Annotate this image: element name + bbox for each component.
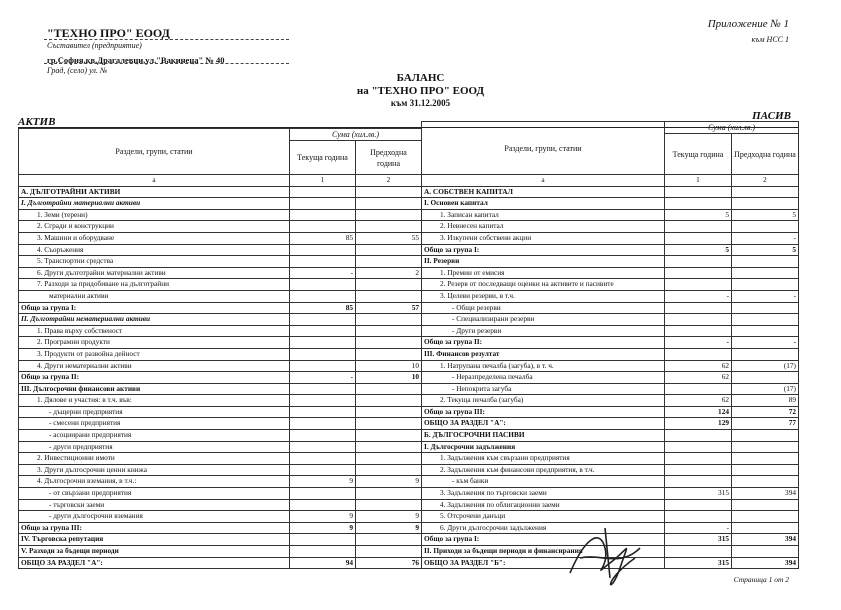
previous-year-value: 5 <box>732 209 799 221</box>
previous-year-value <box>732 511 799 523</box>
company-caption: Съставител (предприятие) <box>47 41 142 50</box>
current-year-value <box>290 395 356 407</box>
table-row <box>422 360 799 372</box>
row-label: - Други резерви <box>422 325 665 337</box>
liabilities-col-current: Текуща година <box>665 134 732 175</box>
previous-year-value <box>356 290 422 302</box>
previous-year-value <box>356 337 422 349</box>
assets-table <box>18 128 422 569</box>
signature-image <box>560 518 650 588</box>
table-row <box>19 290 422 302</box>
page-footer: Страница 1 от 2 <box>733 575 789 584</box>
row-label: Общо за група II: <box>19 372 290 384</box>
liabilities-colnum-a: а <box>422 175 665 187</box>
table-row <box>422 441 799 453</box>
table-row <box>19 360 422 372</box>
previous-year-value: 394 <box>732 557 799 569</box>
current-year-value: 62 <box>665 395 732 407</box>
row-label: - дъщерни предприятия <box>19 406 290 418</box>
current-year-value: - <box>290 267 356 279</box>
row-label: 2. Текуща печалба (загуба) <box>422 395 665 407</box>
current-year-value <box>665 383 732 395</box>
row-label: 3. Машини и оборудване <box>19 232 290 244</box>
row-label: 4. Съоръжения <box>19 244 290 256</box>
row-label: 4. Дългосрочни вземания, в т.ч.: <box>19 476 290 488</box>
table-row <box>422 372 799 384</box>
current-year-value: 9 <box>290 476 356 488</box>
current-year-value <box>290 546 356 558</box>
table-row <box>422 488 799 500</box>
table-row <box>19 511 422 523</box>
current-year-value <box>665 221 732 233</box>
previous-year-value <box>732 256 799 268</box>
table-row <box>19 221 422 233</box>
row-label: 2. Инвестиционни имоти <box>19 453 290 465</box>
row-label: Общо за група I: <box>19 302 290 314</box>
row-label: I. Дългосрочни задължения <box>422 441 665 453</box>
table-row <box>19 279 422 291</box>
current-year-value: - <box>665 522 732 534</box>
previous-year-value <box>356 395 422 407</box>
row-label: - смесени предприятия <box>19 418 290 430</box>
previous-year-value <box>356 464 422 476</box>
liabilities-rows <box>422 186 799 569</box>
previous-year-value <box>732 267 799 279</box>
row-label: III. Финансов резултат <box>422 348 665 360</box>
table-row <box>19 488 422 500</box>
previous-year-value: 72 <box>732 406 799 418</box>
current-year-value <box>665 256 732 268</box>
current-year-value <box>665 302 732 314</box>
table-row <box>19 453 422 465</box>
table-row <box>19 546 422 558</box>
table-row <box>422 244 799 256</box>
current-year-value <box>665 198 732 210</box>
table-row <box>19 209 422 221</box>
assets-colnum-2: 2 <box>356 175 422 187</box>
table-row <box>422 418 799 430</box>
current-year-value: - <box>665 337 732 349</box>
table-row <box>422 406 799 418</box>
table-row <box>19 418 422 430</box>
row-label: ОБЩО ЗА РАЗДЕЛ "Б": <box>422 557 665 569</box>
liabilities-table <box>421 121 799 569</box>
previous-year-value <box>356 430 422 442</box>
row-label: 6. Други дългосрочни задължения <box>422 522 665 534</box>
previous-year-value: (17) <box>732 383 799 395</box>
previous-year-value: 9 <box>356 522 422 534</box>
current-year-value <box>290 499 356 511</box>
previous-year-value: (17) <box>732 360 799 372</box>
row-label: - други предприятия <box>19 441 290 453</box>
current-year-value <box>665 279 732 291</box>
previous-year-value: 5 <box>732 244 799 256</box>
table-row <box>422 198 799 210</box>
address-underline <box>44 63 289 64</box>
company-underline <box>44 39 289 40</box>
row-label: 2. Задължения към финансови предприятия, в т.ч. <box>422 464 665 476</box>
table-row <box>422 395 799 407</box>
row-label: Общо за група I: <box>422 244 665 256</box>
previous-year-value <box>356 546 422 558</box>
previous-year-value: - <box>732 290 799 302</box>
previous-year-value <box>732 325 799 337</box>
table-row <box>422 453 799 465</box>
current-year-value: 315 <box>665 534 732 546</box>
row-label: Общо за група I: <box>422 534 665 546</box>
previous-year-value <box>356 383 422 395</box>
current-year-value <box>290 244 356 256</box>
current-year-value: 62 <box>665 360 732 372</box>
previous-year-value: 9 <box>356 476 422 488</box>
current-year-value: 5 <box>665 244 732 256</box>
row-label: - към банки <box>422 476 665 488</box>
table-row <box>19 557 422 569</box>
previous-year-value <box>732 522 799 534</box>
previous-year-value <box>356 441 422 453</box>
row-label: материални активи <box>19 290 290 302</box>
current-year-value <box>290 534 356 546</box>
row-label: Общо за група III: <box>422 406 665 418</box>
row-label: 1. Премии от емисия <box>422 267 665 279</box>
current-year-value <box>290 418 356 430</box>
row-label: 5. Отсрочени данъци <box>422 511 665 523</box>
row-label: II. Резерви <box>422 256 665 268</box>
row-label: 3. Задължения по търговски заеми <box>422 488 665 500</box>
previous-year-value <box>356 314 422 326</box>
row-label: 5. Транспортни средства <box>19 256 290 268</box>
row-label: Б. ДЪЛГОСРОЧНИ ПАСИВИ <box>422 430 665 442</box>
previous-year-value: - <box>732 337 799 349</box>
row-label: 2. Резерв от последващи оценки на активите и пасивите <box>422 279 665 291</box>
doc-title: БАЛАНС <box>396 72 445 84</box>
previous-year-value <box>356 244 422 256</box>
table-row <box>19 256 422 268</box>
table-row <box>422 499 799 511</box>
table-row <box>19 522 422 534</box>
previous-year-value <box>356 348 422 360</box>
row-label: 1. Натрупана печалба (загуба), в т. ч. <box>422 360 665 372</box>
current-year-value <box>290 186 356 198</box>
table-row <box>422 221 799 233</box>
previous-year-value <box>732 441 799 453</box>
previous-year-value: 57 <box>356 302 422 314</box>
liabilities-col-sections: Раздели, групи, статии <box>422 122 665 175</box>
row-label: 4. Задължения по облигационни заеми <box>422 499 665 511</box>
table-row <box>19 406 422 418</box>
row-label: Общо за група III: <box>19 522 290 534</box>
row-label: 1. Записан капитал <box>422 209 665 221</box>
row-label: III. Дългосрочни финансови активи <box>19 383 290 395</box>
row-label: 3. Други дългосрочни ценни книжа <box>19 464 290 476</box>
row-label: - от свързани предприятия <box>19 488 290 500</box>
row-label: - Специализирани резерви <box>422 314 665 326</box>
row-label: V. Разходи за бъдещи периоди <box>19 546 290 558</box>
table-row <box>422 476 799 488</box>
table-row <box>422 325 799 337</box>
current-year-value <box>290 360 356 372</box>
row-label: I. Основен капитал <box>422 198 665 210</box>
assets-colnum-a: а <box>19 175 290 187</box>
row-label: 7. Разходи за придобиване на дълготрайни <box>19 279 290 291</box>
previous-year-value <box>732 476 799 488</box>
previous-year-value <box>732 499 799 511</box>
current-year-value <box>665 441 732 453</box>
assets-heading: АКТИВ <box>18 116 56 128</box>
previous-year-value: 10 <box>356 372 422 384</box>
previous-year-value <box>732 372 799 384</box>
current-year-value <box>290 325 356 337</box>
table-row <box>19 534 422 546</box>
row-label: - други дългосрочни вземания <box>19 511 290 523</box>
current-year-value: 85 <box>290 232 356 244</box>
company-address: гр.София,кв.Драгалевци,ул."Вакинеца" № 40 <box>47 55 225 65</box>
previous-year-value <box>356 534 422 546</box>
previous-year-value <box>356 279 422 291</box>
current-year-value <box>290 221 356 233</box>
previous-year-value <box>732 314 799 326</box>
row-label: 6. Други дълготрайни материални активи <box>19 267 290 279</box>
table-row <box>422 186 799 198</box>
current-year-value <box>665 453 732 465</box>
current-year-value: 124 <box>665 406 732 418</box>
table-row <box>422 464 799 476</box>
current-year-value <box>665 464 732 476</box>
row-label: 1. Дялове и участия: в т.ч. във: <box>19 395 290 407</box>
previous-year-value <box>356 418 422 430</box>
row-label: I. Дълготрайни материални активи <box>19 198 290 210</box>
previous-year-value <box>732 279 799 291</box>
previous-year-value <box>732 198 799 210</box>
previous-year-value: 394 <box>732 534 799 546</box>
table-row <box>422 348 799 360</box>
row-label: 2. Програмни продукти <box>19 337 290 349</box>
previous-year-value <box>732 221 799 233</box>
previous-year-value: 77 <box>732 418 799 430</box>
address-caption: Град, (село) ул. № <box>47 66 108 75</box>
doc-date: към 31.12.2005 <box>390 98 451 108</box>
current-year-value <box>665 499 732 511</box>
table-row <box>19 244 422 256</box>
row-label: 2. Сгради и конструкции <box>19 221 290 233</box>
current-year-value <box>665 232 732 244</box>
current-year-value <box>665 314 732 326</box>
previous-year-value: 10 <box>356 360 422 372</box>
previous-year-value <box>732 430 799 442</box>
assets-col-current: Текуща година <box>290 141 356 175</box>
row-label: 4. Други нематериални активи <box>19 360 290 372</box>
current-year-value <box>290 488 356 500</box>
row-label: IV. Търговска репутация <box>19 534 290 546</box>
doc-subtitle: на "ТЕХНО ПРО" ЕООД <box>356 85 485 97</box>
previous-year-value: 9 <box>356 511 422 523</box>
previous-year-value: 394 <box>732 488 799 500</box>
previous-year-value <box>356 488 422 500</box>
row-label: 2. Невнесен капитал <box>422 221 665 233</box>
table-row <box>19 198 422 210</box>
current-year-value: 94 <box>290 557 356 569</box>
current-year-value <box>290 198 356 210</box>
previous-year-value <box>732 464 799 476</box>
current-year-value <box>290 256 356 268</box>
row-label: II. Приходи за бъдещи периоди и финансирания <box>422 546 665 558</box>
table-row <box>422 256 799 268</box>
row-label: 3. Целеви резерви, в т.ч. <box>422 290 665 302</box>
current-year-value <box>665 325 732 337</box>
previous-year-value <box>732 348 799 360</box>
current-year-value <box>665 476 732 488</box>
current-year-value <box>290 464 356 476</box>
row-label: А. ДЪЛГОТРАЙНИ АКТИВИ <box>19 186 290 198</box>
previous-year-value <box>732 453 799 465</box>
current-year-value <box>665 186 732 198</box>
previous-year-value <box>356 186 422 198</box>
row-label: ОБЩО ЗА РАЗДЕЛ "А": <box>19 557 290 569</box>
table-row <box>19 325 422 337</box>
appendix-label: Приложение № 1 <box>707 18 789 30</box>
current-year-value: 85 <box>290 302 356 314</box>
current-year-value: 9 <box>290 511 356 523</box>
row-label: - Общи резерви <box>422 302 665 314</box>
previous-year-value <box>356 209 422 221</box>
table-row <box>19 383 422 395</box>
assets-colnum-1: 1 <box>290 175 356 187</box>
row-label: ОБЩО ЗА РАЗДЕЛ "А": <box>422 418 665 430</box>
row-label: Общо за група II: <box>422 337 665 349</box>
current-year-value <box>290 406 356 418</box>
table-row <box>19 302 422 314</box>
assets-col-sum: Сума (хил.лв.) <box>290 129 422 141</box>
row-label: - търговски заеми <box>19 499 290 511</box>
current-year-value <box>290 279 356 291</box>
table-row <box>19 430 422 442</box>
table-row <box>19 499 422 511</box>
table-row <box>422 209 799 221</box>
liabilities-col-sum: Сума (хил.лв.) <box>665 122 799 134</box>
table-row <box>19 372 422 384</box>
table-row <box>19 464 422 476</box>
current-year-value <box>290 430 356 442</box>
table-row <box>422 314 799 326</box>
current-year-value <box>665 267 732 279</box>
assets-col-previous: Предходна година <box>356 141 422 175</box>
table-row <box>19 337 422 349</box>
previous-year-value: - <box>732 232 799 244</box>
previous-year-value: 2 <box>356 267 422 279</box>
table-row <box>19 476 422 488</box>
current-year-value <box>290 383 356 395</box>
table-row <box>422 232 799 244</box>
previous-year-value <box>356 221 422 233</box>
current-year-value: 129 <box>665 418 732 430</box>
row-label: 1. Задължения към свързани предприятия <box>422 453 665 465</box>
previous-year-value <box>356 406 422 418</box>
table-row <box>422 302 799 314</box>
previous-year-value: 55 <box>356 232 422 244</box>
table-row <box>422 383 799 395</box>
row-label: - асоциирани предприятия <box>19 430 290 442</box>
row-label: 1. Права върху собственост <box>19 325 290 337</box>
current-year-value <box>290 348 356 360</box>
table-row <box>19 348 422 360</box>
current-year-value: 62 <box>665 372 732 384</box>
current-year-value <box>290 314 356 326</box>
assets-rows <box>19 186 422 569</box>
assets-col-sections: Раздели, групи, статии <box>19 129 290 175</box>
current-year-value: - <box>290 372 356 384</box>
table-row <box>19 267 422 279</box>
previous-year-value <box>356 256 422 268</box>
previous-year-value <box>732 302 799 314</box>
table-row <box>19 314 422 326</box>
previous-year-value: 89 <box>732 395 799 407</box>
table-row <box>422 337 799 349</box>
current-year-value: 5 <box>665 209 732 221</box>
row-label: - Неразпределена печалба <box>422 372 665 384</box>
liabilities-heading: ПАСИВ <box>752 110 791 122</box>
row-label: - Непокрита загуба <box>422 383 665 395</box>
table-row <box>422 267 799 279</box>
current-year-value <box>290 290 356 302</box>
current-year-value <box>665 511 732 523</box>
row-label: 3. Изкупени собствени акции <box>422 232 665 244</box>
liabilities-col-previous: Предходна година <box>732 134 799 175</box>
previous-year-value <box>356 325 422 337</box>
previous-year-value <box>356 198 422 210</box>
appendix-sub: към НСС 1 <box>751 35 789 44</box>
previous-year-value <box>356 453 422 465</box>
previous-year-value <box>356 499 422 511</box>
row-label: II. Дълготрайни нематериални активи <box>19 314 290 326</box>
current-year-value: 9 <box>290 522 356 534</box>
table-row <box>422 279 799 291</box>
liabilities-colnum-1: 1 <box>665 175 732 187</box>
table-row <box>19 232 422 244</box>
row-label: 1. Земи (терени) <box>19 209 290 221</box>
table-row <box>422 430 799 442</box>
previous-year-value <box>732 546 799 558</box>
current-year-value <box>665 546 732 558</box>
current-year-value: - <box>665 290 732 302</box>
table-row <box>422 290 799 302</box>
company-name: "ТЕХНО ПРО" ЕООД <box>47 26 170 40</box>
table-row <box>19 395 422 407</box>
current-year-value: 315 <box>665 488 732 500</box>
current-year-value <box>290 453 356 465</box>
current-year-value <box>665 348 732 360</box>
liabilities-colnum-2: 2 <box>732 175 799 187</box>
table-row <box>19 186 422 198</box>
previous-year-value <box>732 186 799 198</box>
row-label: 3. Продукти от развойна дейност <box>19 348 290 360</box>
table-row <box>19 441 422 453</box>
previous-year-value: 76 <box>356 557 422 569</box>
current-year-value <box>290 441 356 453</box>
current-year-value <box>290 209 356 221</box>
current-year-value: 315 <box>665 557 732 569</box>
current-year-value <box>290 337 356 349</box>
current-year-value <box>665 430 732 442</box>
row-label: А. СОБСТВЕН КАПИТАЛ <box>422 186 665 198</box>
